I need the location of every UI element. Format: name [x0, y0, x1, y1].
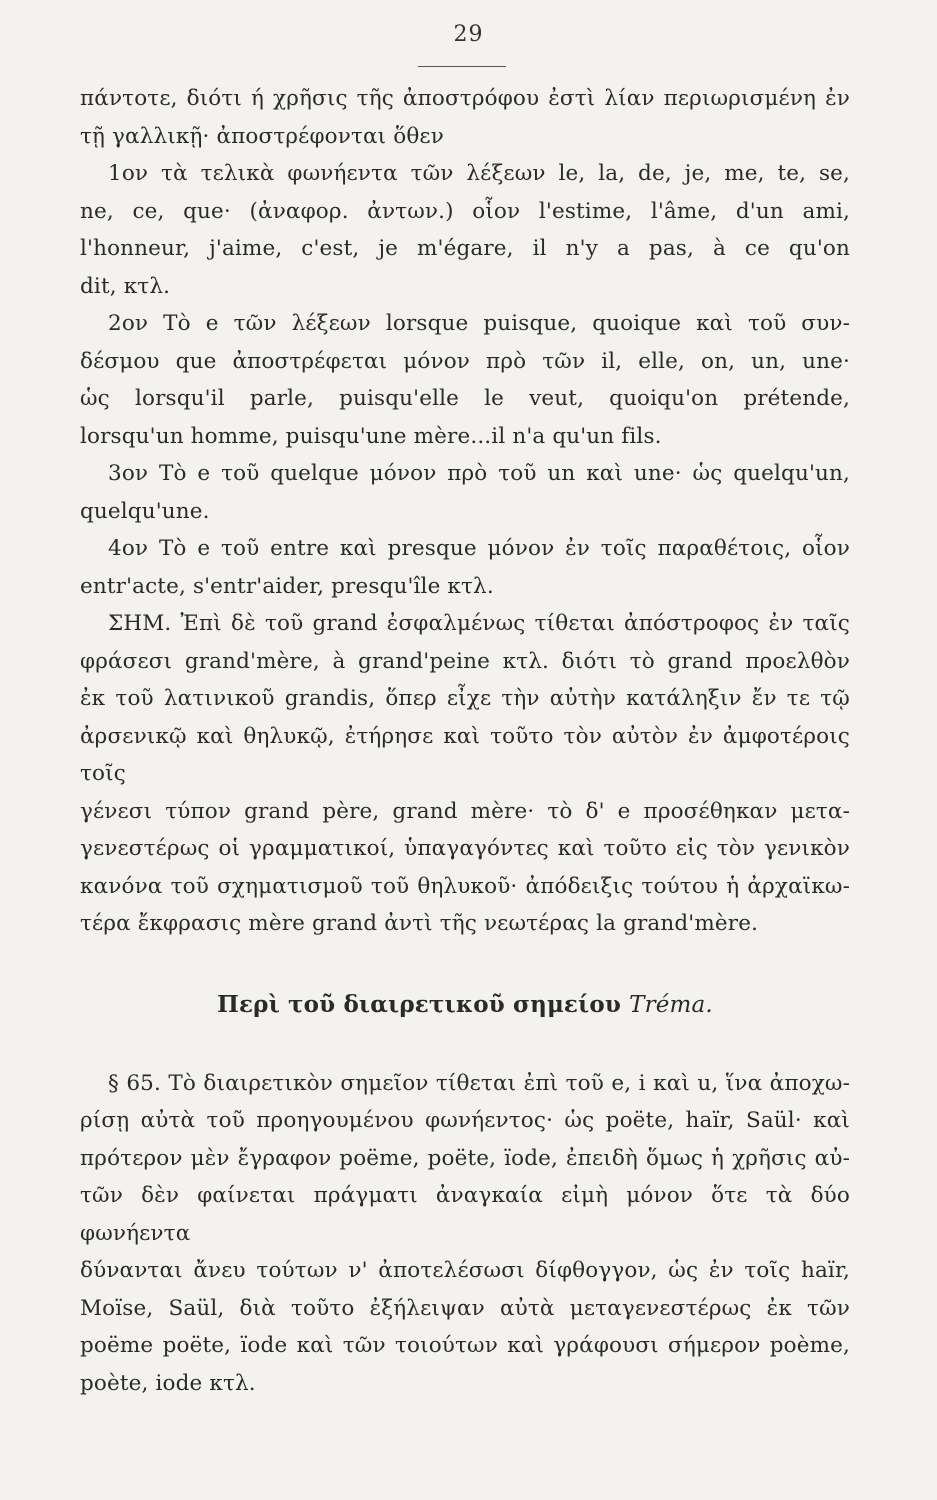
- text-line: § 65. Τὸ διαιρετικὸν σημεῖον τίθεται ἐπὶ τοῦ e, i καὶ u, ἵνα ἀποχω-: [108, 1070, 850, 1096]
- text-line: Moïse, Saül, διὰ τοῦτο ἐξήλειψαν αὐτὰ μεταγενεστέρως ἐκ τῶν: [80, 1295, 850, 1321]
- text-line: γένεσι τύπον grand père, grand mère· τὸ δ' e προσέθηκαν μετα-: [80, 798, 850, 824]
- text-line: 3ον Τὸ e τοῦ quelque μόνον πρὸ τοῦ un καὶ une· ὡς quelqu'un,: [108, 461, 850, 486]
- page-body: [80, 80, 850, 1402]
- heading-greek: Περὶ τοῦ διαιρετικοῦ σημείου: [217, 990, 621, 1018]
- text-line: entr'acte, s'entr'aider, presqu'île κτλ.: [80, 573, 494, 599]
- paragraph-section-65: [80, 1065, 850, 1403]
- text-line: τῶν δὲν φαίνεται πράγματι ἀναγκαία εἰμὴ μόνον ὅτε τὰ δύο φωνήεντα: [80, 1183, 850, 1246]
- paragraph-item-3: [80, 455, 850, 530]
- spacer: [80, 1035, 850, 1065]
- text-line: 1ον τὰ τελικὰ φωνήεντα τῶν λέξεων le, la, de, je, me, te, se,: [108, 161, 850, 186]
- text-line: τῇ γαλλικῇ· ἀποστρέφονται ὅθεν: [80, 123, 444, 149]
- spacer: [80, 943, 850, 973]
- text-line: ἐκ τοῦ λατινικοῦ grandis, ὅπερ εἶχε τὴν αὐτὴν κατάληξιν ἔν τε τῷ: [80, 686, 850, 711]
- text-line: dit, κτλ.: [80, 273, 171, 299]
- text-line: l'honneur, j'aime, c'est, je m'égare, il n'y a pas, à ce qu'on: [80, 236, 850, 261]
- section-heading: [80, 985, 850, 1025]
- text-line: δύνανται ἄνευ τούτων ν' ἀποτελέσωσι δίφθογγον, ὡς ἐν τοῖς haïr,: [80, 1258, 850, 1283]
- text-line: ρίσῃ αὐτὰ τοῦ προηγουμένου φωνήεντος· ὡς poëte, haïr, Saül· καὶ: [80, 1108, 850, 1133]
- text-line: ὡς lorsqu'il parle, puisqu'elle le veut, quoiqu'on prétende,: [80, 386, 850, 411]
- text-line: ΣΗΜ. Ἐπὶ δὲ τοῦ grand ἐσφαλμένως τίθεται ἀπόστροφος ἐν ταῖς: [108, 611, 850, 636]
- text-line: κανόνα τοῦ σχηματισμοῦ τοῦ θηλυκοῦ· ἀπόδειξις τούτου ἡ ἀρχαϊκω-: [80, 873, 850, 899]
- text-line: ne, ce, que· (ἀναφορ. ἀντων.) οἷον l'estime, l'âme, d'un ami,: [80, 198, 850, 224]
- text-line: γενεστέρως οἱ γραμματικοί, ὑπαγαγόντες καὶ τοῦτο εἰς τὸν γενικὸν: [80, 836, 850, 861]
- text-line: quelqu'une.: [80, 498, 210, 524]
- text-line: πάντοτε, διότι ή χρῆσις τῆς ἀποστρόφου ἐστὶ λίαν περιωρισμένη ἐν: [80, 86, 850, 111]
- paragraph-note: [80, 605, 850, 943]
- text-line: 2ον Τὸ e τῶν λέξεων lorsque puisque, quoique καὶ τοῦ συν-: [108, 311, 850, 336]
- text-line: τέρα ἔκφρασις mère grand ἀντὶ τῆς νεωτέρας la grand'mère.: [80, 911, 759, 936]
- text-line: poète, iode κτλ.: [80, 1370, 256, 1396]
- text-line: πρότερον μὲν ἔγραφον poëme, poëte, ïode, ἐπειδὴ ὅμως ἡ χρῆσις αὐ-: [80, 1145, 850, 1171]
- paragraph-item-1: [80, 155, 850, 305]
- text-line: poëme poëte, ïode καὶ τῶν τοιούτων καὶ γράφουσι σήμερον poème,: [80, 1333, 850, 1358]
- heading-latin: Tréma.: [629, 991, 713, 1018]
- paragraph-item-2: [80, 305, 850, 455]
- text-line: δέσμου que ἀποστρέφεται μόνον πρὸ τῶν il, elle, on, un, une·: [80, 348, 850, 374]
- paragraph-intro: [80, 80, 850, 155]
- text-line: 4ον Τὸ e τοῦ entre καὶ presque μόνον ἐν τοῖς παραθέτοις, οἷον: [108, 536, 850, 561]
- paragraph-item-4: [80, 530, 850, 605]
- text-line: φράσεσι grand'mère, à grand'peine κτλ. διότι τὸ grand προελθὸν: [80, 648, 850, 674]
- text-line: lorsqu'un homme, puisqu'une mère...il n'a qu'un fils.: [80, 423, 662, 449]
- page-number-rule: [418, 66, 506, 67]
- text-line: ἀρσενικῷ καὶ θηλυκῷ, ἐτήρησε καὶ τοῦτο τὸν αὐτὸν ἐν ἀμφοτέροις τοῖς: [80, 723, 850, 786]
- page-number: 29: [453, 22, 484, 47]
